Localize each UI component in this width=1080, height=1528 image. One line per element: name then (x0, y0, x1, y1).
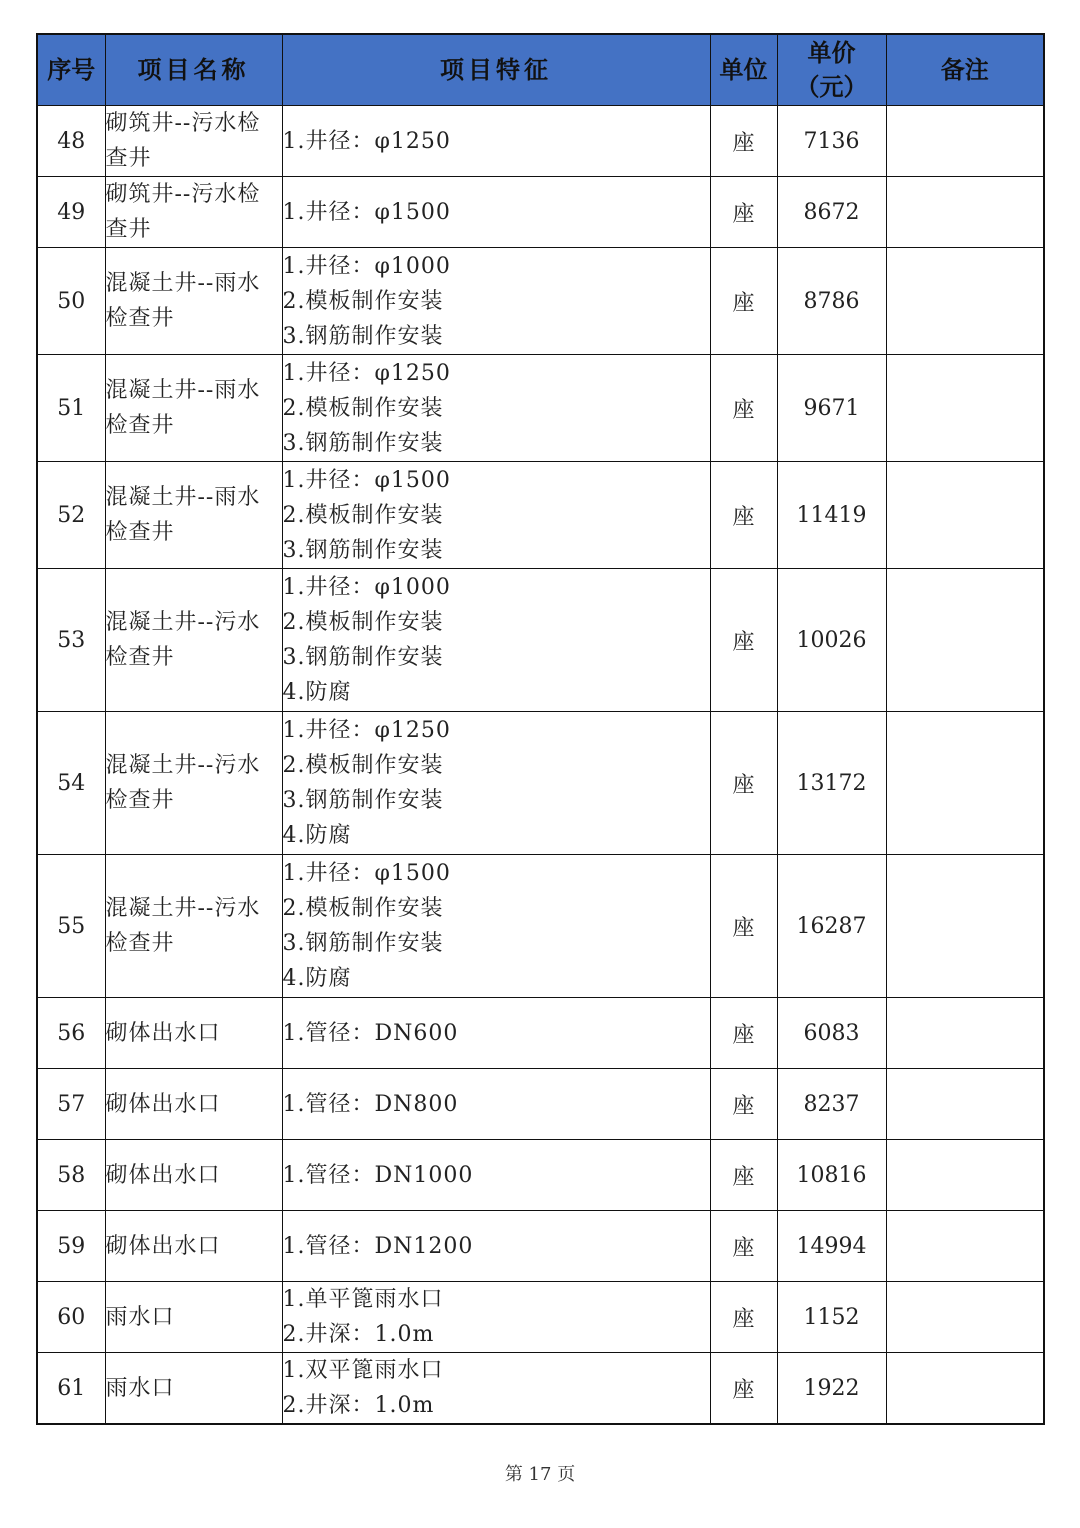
feature-line: 1.井径：φ1000 (282, 575, 451, 600)
item-name-line: 砌筑井--污水检 (105, 182, 261, 207)
price-cell: 7136 (777, 106, 886, 177)
row-number: 48 (37, 106, 105, 177)
price-cell: 1922 (777, 1353, 886, 1425)
header-feature: 项目特征 (282, 34, 710, 106)
table-row (37, 106, 1044, 177)
table-row (37, 1353, 1044, 1425)
table-row (37, 1282, 1044, 1353)
table-row (37, 1211, 1044, 1282)
feature-line: 2.模板制作安装 (282, 502, 444, 528)
feature-line: 3.钢筋制作安装 (282, 645, 444, 670)
table-row (37, 1140, 1044, 1211)
table-header-row (37, 34, 1044, 106)
price-table (36, 33, 1045, 1425)
item-name-line: 混凝土井--雨水 (105, 271, 261, 296)
price-cell: 8237 (777, 1069, 886, 1140)
feature-line: 2.模板制作安装 (282, 753, 444, 778)
price-cell: 6083 (777, 998, 886, 1069)
item-name (105, 998, 282, 1069)
remark-cell (886, 712, 1044, 855)
row-number: 50 (37, 248, 105, 355)
header-name: 项目名称 (105, 34, 282, 106)
item-name-line: 检查井 (105, 520, 175, 545)
item-name (105, 1211, 282, 1282)
unit-cell: 座 (710, 1211, 777, 1282)
price-cell: 13172 (777, 712, 886, 855)
item-name-line: 砌筑井--污水检 (105, 111, 261, 136)
item-name-line: 检查井 (105, 413, 175, 438)
unit-cell: 座 (710, 855, 777, 998)
item-features (282, 1140, 710, 1211)
price-cell: 10816 (777, 1140, 886, 1211)
feature-line: 1.双平篦雨水口 (282, 1358, 444, 1383)
unit-cell: 座 (710, 998, 777, 1069)
feature-line: 3.钢筋制作安装 (282, 931, 444, 956)
item-name (105, 855, 282, 998)
unit-cell: 座 (710, 462, 777, 569)
unit-cell: 座 (710, 712, 777, 855)
row-number: 53 (37, 569, 105, 712)
item-name (105, 1069, 282, 1140)
remark-cell (886, 855, 1044, 998)
feature-line: 2.模板制作安装 (282, 288, 444, 314)
page-number: 17 (528, 1464, 552, 1485)
unit-cell: 座 (710, 1353, 777, 1425)
item-name (105, 569, 282, 712)
table-row (37, 712, 1044, 855)
feature-line: 1.井径：φ1250 (282, 128, 451, 154)
row-number: 49 (37, 177, 105, 248)
price-cell: 1152 (777, 1282, 886, 1353)
remark-cell (886, 355, 1044, 462)
feature-line: 3.钢筋制作安装 (282, 788, 444, 813)
feature-line: 1.井径：φ1250 (282, 360, 451, 386)
remark-cell (886, 1140, 1044, 1211)
row-number: 54 (37, 712, 105, 855)
feature-line: 1.井径：φ1500 (282, 861, 451, 886)
price-cell: 14994 (777, 1211, 886, 1282)
item-name-line: 查井 (105, 217, 152, 242)
price-cell: 16287 (777, 855, 886, 998)
item-name-line: 雨水口 (105, 1304, 175, 1330)
row-number: 56 (37, 998, 105, 1069)
item-features (282, 248, 710, 355)
feature-line: 1.单平篦雨水口 (282, 1287, 444, 1312)
header-price (777, 34, 886, 106)
feature-line: 2.模板制作安装 (282, 395, 444, 421)
unit-cell: 座 (710, 1140, 777, 1211)
item-features (282, 1282, 710, 1353)
remark-cell (886, 177, 1044, 248)
row-number: 60 (37, 1282, 105, 1353)
remark-cell (886, 1211, 1044, 1282)
remark-cell (886, 569, 1044, 712)
footer-prefix: 第 (504, 1464, 523, 1485)
item-features (282, 177, 710, 248)
item-name (105, 177, 282, 248)
item-name-line: 砌体出水口 (105, 1091, 221, 1117)
price-cell: 10026 (777, 569, 886, 712)
feature-line: 1.井径：φ1250 (282, 718, 451, 743)
table-body (37, 106, 1044, 1425)
remark-cell (886, 998, 1044, 1069)
item-name (105, 1282, 282, 1353)
item-name-line: 混凝土井--雨水 (105, 485, 261, 510)
item-features (282, 1069, 710, 1140)
remark-cell (886, 248, 1044, 355)
item-name-line: 混凝土井--雨水 (105, 378, 261, 403)
remark-cell (886, 1282, 1044, 1353)
row-number: 58 (37, 1140, 105, 1211)
row-number: 57 (37, 1069, 105, 1140)
item-name-line: 检查井 (105, 931, 175, 956)
item-name-line: 检查井 (105, 306, 175, 331)
table-row (37, 855, 1044, 998)
table-row (37, 355, 1044, 462)
item-features (282, 355, 710, 462)
header-no: 序号 (37, 34, 105, 106)
unit-cell: 座 (710, 177, 777, 248)
table-row (37, 248, 1044, 355)
row-number: 61 (37, 1353, 105, 1425)
unit-cell: 座 (710, 1069, 777, 1140)
feature-line: 2.井深：1.0m (282, 1393, 435, 1418)
table-row (37, 569, 1044, 712)
feature-line: 2.井深：1.0m (282, 1322, 435, 1347)
remark-cell (886, 1069, 1044, 1140)
item-name-line: 砌体出水口 (105, 1233, 221, 1259)
row-number: 51 (37, 355, 105, 462)
header-remark: 备注 (886, 34, 1044, 106)
table-row (37, 462, 1044, 569)
header-price-line1: 单价 (807, 38, 856, 67)
price-cell: 8672 (777, 177, 886, 248)
remark-cell (886, 106, 1044, 177)
item-name-line: 雨水口 (105, 1375, 175, 1401)
price-cell: 11419 (777, 462, 886, 569)
item-name-line: 砌体出水口 (105, 1020, 221, 1046)
footer-suffix: 页 (557, 1464, 576, 1485)
feature-line: 4.防腐 (282, 680, 352, 705)
price-cell: 8786 (777, 248, 886, 355)
item-name (105, 1140, 282, 1211)
unit-cell: 座 (710, 355, 777, 462)
feature-line: 1.管径：DN1000 (282, 1162, 474, 1188)
feature-line: 2.模板制作安装 (282, 896, 444, 921)
unit-cell: 座 (710, 1282, 777, 1353)
table-row (37, 1069, 1044, 1140)
item-features (282, 855, 710, 998)
unit-cell: 座 (710, 569, 777, 712)
item-features (282, 998, 710, 1069)
feature-line: 4.防腐 (282, 823, 352, 848)
unit-cell: 座 (710, 106, 777, 177)
remark-cell (886, 462, 1044, 569)
item-name-line: 检查井 (105, 645, 175, 670)
row-number: 55 (37, 855, 105, 998)
table-row (37, 998, 1044, 1069)
item-name-line: 混凝土井--污水 (105, 610, 261, 635)
feature-line: 1.管径：DN1200 (282, 1233, 474, 1259)
remark-cell (886, 1353, 1044, 1425)
header-unit: 单位 (710, 34, 777, 106)
item-name (105, 248, 282, 355)
page-footer (0, 1460, 1080, 1486)
table-row (37, 177, 1044, 248)
item-features (282, 106, 710, 177)
item-name (105, 1353, 282, 1425)
row-number: 52 (37, 462, 105, 569)
feature-line: 3.钢筋制作安装 (282, 323, 444, 349)
feature-line: 1.井径：φ1000 (282, 253, 451, 279)
row-number: 59 (37, 1211, 105, 1282)
price-cell: 9671 (777, 355, 886, 462)
feature-line: 2.模板制作安装 (282, 610, 444, 635)
feature-line: 1.管径：DN800 (282, 1091, 459, 1117)
item-features (282, 462, 710, 569)
item-name-line: 查井 (105, 146, 152, 171)
feature-line: 1.井径：φ1500 (282, 199, 451, 225)
item-name-line: 检查井 (105, 788, 175, 813)
feature-line: 3.钢筋制作安装 (282, 537, 444, 563)
item-name (105, 106, 282, 177)
item-name-line: 混凝土井--污水 (105, 896, 261, 921)
item-features (282, 1211, 710, 1282)
item-features (282, 712, 710, 855)
item-name (105, 462, 282, 569)
item-name (105, 355, 282, 462)
unit-cell: 座 (710, 248, 777, 355)
feature-line: 3.钢筋制作安装 (282, 430, 444, 456)
item-name-line: 砌体出水口 (105, 1162, 221, 1188)
item-name-line: 混凝土井--污水 (105, 753, 261, 778)
item-name (105, 712, 282, 855)
item-features (282, 1353, 710, 1425)
feature-line: 1.管径：DN600 (282, 1020, 459, 1046)
feature-line: 4.防腐 (282, 966, 352, 991)
item-features (282, 569, 710, 712)
feature-line: 1.井径：φ1500 (282, 467, 451, 493)
header-price-line2: （元） (795, 72, 868, 101)
